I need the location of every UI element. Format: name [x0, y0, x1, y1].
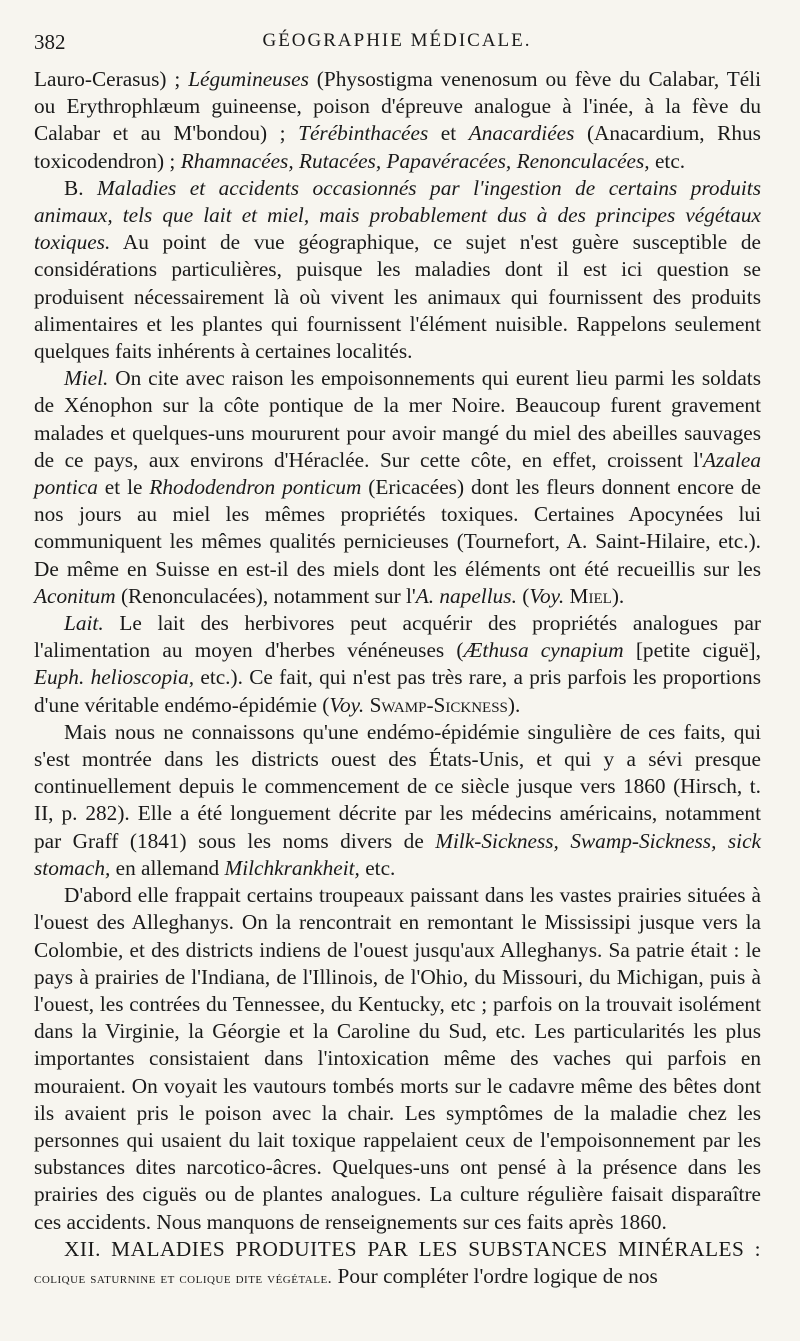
page-number: 382	[34, 30, 66, 54]
paragraph-animal-products: B. Maladies et accidents occasionnés par l'ingestion de certains produits animaux, tels que lait et miel, mais probablement dus à des principes végétaux toxiques. Au point de vue géographique, ce sujet n'est guère susceptible de considérations particulières, puisque les maladies dont il est ici question se produisent nécessairement là où vivent les animaux qui fournissent des produits alimentaires et les plantes qui fournissent l'élément nuisible. Rappelons seulement quelques faits inhérents à certaines localités.	[34, 175, 762, 364]
paragraph-milk-sickness: Mais nous ne connaissons qu'une endémo-épidémie singulière de ces faits, qui s'est montrée dans les districts ouest des États-Unis, et qui y a sévi presque continuellement depuis le commencement de ce siècle jusque vers 1860 (Hirsch, t. II, p. 282). Elle a été longuement décrite par les médecins américains, notamment par Graff (1841) sous les noms divers de Milk-Sickness, Swamp-Sickness, sick stomach, en allemand Milchkrankheit, etc.	[34, 719, 761, 880]
paragraph-lait: Lait. Le lait des herbivores peut acquérir des propriétés analogues par l'alimentation au moyen d'herbes vénéneuses (Æthusa cynapium [petite ciguë], Euph. helioscopia, etc.). Ce fait, qui n'est pas très rare, a pris parfois les proportions d'une véritable endémo-épidémie (Voy. Swamp-Sickness).	[34, 611, 761, 717]
paragraph-geography: D'abord elle frappait certains troupeaux paissant dans les vastes prairies situées à l'ouest des Alleghanys. On la rencontrait en remontant le Mississipi jusque vers la Colombie, et des districts indiens de l'ouest jusqu'aux Alleghanys. Sa patrie était : le pays à prairies de l'Indiana, de l'Illinois, de l'Ohio, du Missouri, du Michigan, puis à l'ouest, les contrées du Tennessee, du Kentucky, etc ; parfois on la trouvait isolément dans la Virginie, la Géorgie et la Caroline du Sud, etc. Les particularités les plus importantes consistaient dans l'intoxication même des vaches qui parfois en mouraient. On voyait les vautours tombés morts sur le cadavre même des bêtes dont ils avaient pris le poison avec la chair. Les symptômes de la maladie chez les personnes qui usaient du lait toxique rappelaient ceux de l'empoisonnement par les substances dites narcotico-âcres. Quelques-uns ont pensé à la présence dans les prairies des ciguës ou de plantes analogues. La culture régulière faisait disparaître ces accidents. Nous manquons de renseignements sur ces faits après 1860.	[34, 883, 761, 1234]
page-header	[34, 30, 760, 60]
section-heading: XII. MALADIES PRODUITES PAR LES SUBSTANCES MINÉRALES : colique saturnine et colique dite végétale. Pour compléter l'ordre logique de nos	[34, 1236, 761, 1288]
paragraph-miel: Miel. On cite avec raison les empoisonnements qui eurent lieu parmi les soldats de Xénophon sur la côte pontique de la mer Noire. Beaucoup furent gravement malades et quelques-uns moururent pour avoir mangé du miel des abeilles sauvages de ce pays, aux environs d'Héraclée. Sur cette côte, en effet, croissent l'Azalea pontica et le Rhododendron ponticum (Ericacées) dont les fleurs donnent encore de nos jours au miel les mêmes propriétés toxiques. Certaines Apocynées lui communiquent les mêmes qualités pernicieuses (Tournefort, A. Saint-Hilaire, etc.). De même en Suisse en est-il des miels dont les éléments ont été recueillis sur les Aconitum (Renonculacées), notamment sur l'A. napellus. (Voy. Miel).	[34, 366, 762, 608]
paragraph-plant-families: Lauro-Cerasus) ; Légumineuses (Physostigma venenosum ou fève du Calabar, Téli ou Erythrophlæum guineense, poison d'épreuve analogue à l'inée, à la fève du Calabar et au M'bondou) ; Térébinthacées et Anacardiées (Anacardium, Rhus toxicodendron) ; Rhamnacées, Rutacées, Papavéracées, Renonculacées, etc.	[34, 67, 761, 173]
running-title: GÉOGRAPHIE MÉDICALE.	[262, 30, 532, 51]
body-text	[34, 66, 761, 1292]
